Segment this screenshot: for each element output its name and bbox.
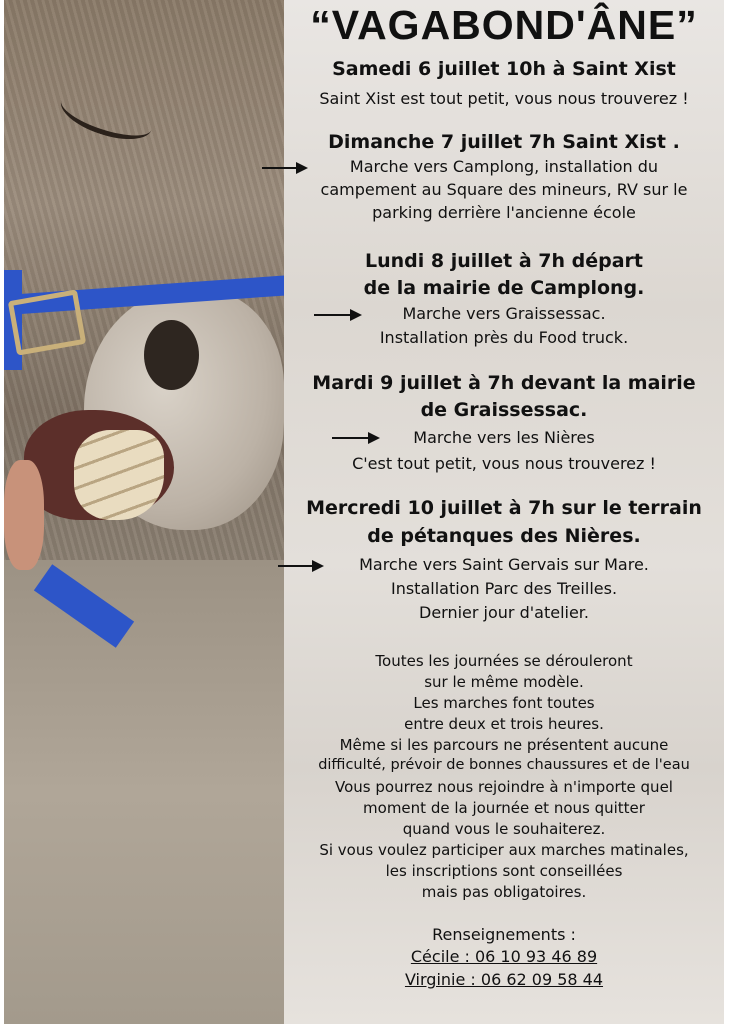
info-line-1: Toutes les journées se dérouleront — [375, 652, 633, 670]
day1-line-1: Marche vers Camplong, installation du — [349, 157, 659, 176]
poster-title: “VAGABOND'ÂNE” — [310, 2, 698, 48]
day4-heading-2: de pétanques des Nières. — [367, 525, 641, 547]
info-line-11: les inscriptions sont conseillées — [385, 862, 623, 880]
day3-line-2: C'est tout petit, vous nous trouverez ! — [352, 454, 656, 473]
donkey-photo — [4, 0, 284, 1024]
day1-heading: Dimanche 7 juillet 7h Saint Xist . — [328, 131, 680, 153]
info-line-5: Même si les parcours ne présentent aucune — [339, 736, 669, 754]
contact-heading: Renseignements : — [432, 925, 576, 944]
day4-line-2: Installation Parc des Treilles. — [390, 579, 618, 598]
contact-virginie-phone[interactable]: Virginie : 06 62 09 58 44 — [404, 970, 604, 989]
day2-heading-2: de la mairie de Camplong. — [363, 277, 645, 299]
info-line-3: Les marches font toutes — [413, 694, 595, 712]
day3-heading-1: Mardi 9 juillet à 7h devant la mairie — [312, 372, 696, 394]
day2-line-2: Installation près du Food truck. — [379, 328, 629, 347]
info-line-2: sur le même modèle. — [424, 673, 584, 691]
day3-heading-2: de Graissessac. — [420, 399, 588, 421]
day4-line-3: Dernier jour d'atelier. — [419, 603, 589, 622]
info-line-9: quand vous le souhaiterez. — [402, 820, 606, 838]
donkey-neck — [4, 560, 284, 1024]
hand — [4, 460, 44, 570]
info-line-6: difficulté, prévoir de bonnes chaussures et de l'eau — [318, 757, 690, 773]
donkey-nostril — [144, 320, 199, 390]
info-line-8: moment de la journée et nous quitter — [363, 799, 645, 817]
info-line-10: Si vous voulez participer aux marches matinales, — [319, 841, 689, 859]
info-line-7: Vous pourrez nous rejoindre à n'importe quel — [335, 778, 673, 796]
day1-line-2: campement au Square des mineurs, RV sur le — [320, 180, 688, 199]
info-line-4: entre deux et trois heures. — [404, 715, 604, 733]
intro-heading: Samedi 6 juillet 10h à Saint Xist — [332, 58, 676, 80]
day2-heading-1: Lundi 8 juillet à 7h départ — [364, 250, 644, 272]
poster-text — [284, 0, 724, 1024]
info-line-12: mais pas obligatoires. — [421, 883, 587, 901]
day4-line-1: Marche vers Saint Gervais sur Mare. — [359, 555, 649, 574]
day4-heading-1: Mercredi 10 juillet à 7h sur le terrain — [306, 497, 702, 519]
donkey-teeth — [74, 430, 164, 520]
day2-line-1: Marche vers Graissessac. — [402, 304, 606, 323]
intro-text: Saint Xist est tout petit, vous nous trouverez ! — [319, 89, 689, 108]
contact-cecile-phone[interactable]: Cécile : 06 10 93 46 89 — [410, 947, 598, 966]
day3-line-1: Marche vers les Nières — [413, 428, 595, 447]
day1-line-3: parking derrière l'ancienne école — [372, 203, 636, 222]
